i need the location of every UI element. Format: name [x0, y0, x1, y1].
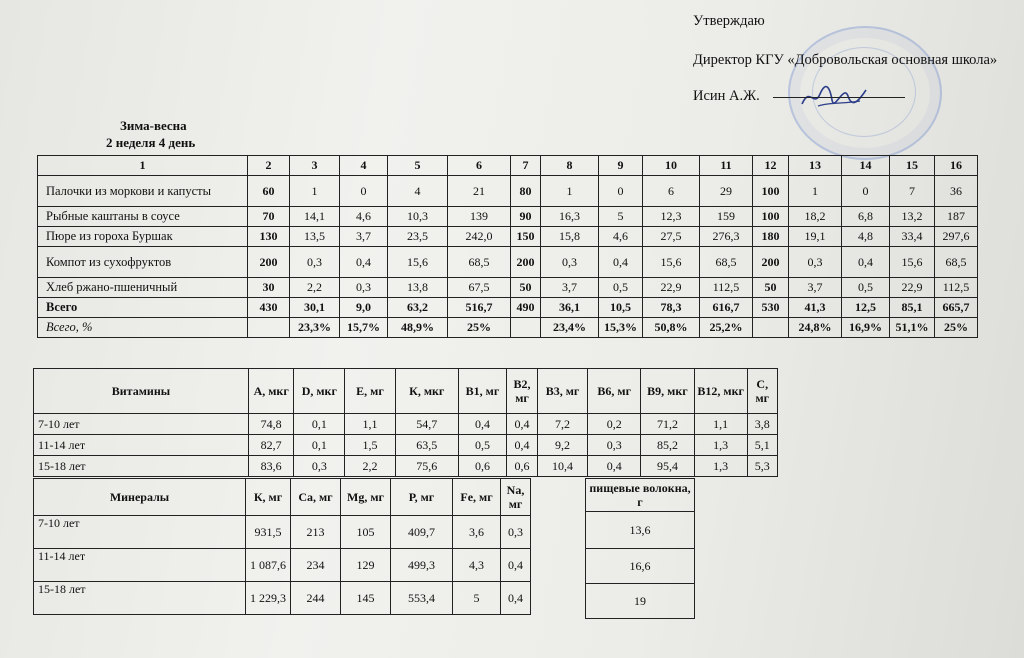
menu-row [38, 176, 978, 207]
vitamin-value-cell: 95,4 [641, 456, 695, 477]
menu-value-cell: 1 [541, 176, 599, 207]
menu-value-cell: 16,3 [541, 207, 599, 227]
age-group-cell: 7-10 лет [34, 516, 246, 549]
mineral-header-cell: К, мг [246, 479, 291, 516]
total-cell: 430 [248, 298, 290, 318]
menu-value-cell: 68,5 [448, 247, 511, 278]
vitamin-value-cell: 75,6 [395, 456, 458, 477]
menu-value-cell: 50 [511, 278, 541, 298]
age-group-cell: 15-18 лет [34, 582, 246, 615]
mineral-header-cell: Fe, мг [453, 479, 501, 516]
vitamin-header-cell: В12, мкг [694, 369, 747, 414]
menu-table [37, 155, 978, 338]
menu-value-cell: 139 [448, 207, 511, 227]
mineral-value-cell: 0,4 [501, 582, 531, 615]
menu-value-cell: 100 [753, 207, 789, 227]
menu-value-cell: 180 [753, 227, 789, 247]
menu-value-cell: 70 [248, 207, 290, 227]
vitamin-header-cell: В9, мкг [641, 369, 695, 414]
vitamin-row [34, 435, 778, 456]
percent-cell: 51,1% [890, 318, 935, 338]
mineral-value-cell: 1 229,3 [246, 582, 291, 615]
mineral-value-cell: 234 [291, 549, 341, 582]
menu-row [38, 227, 978, 247]
menu-value-cell: 13,8 [388, 278, 448, 298]
menu-value-cell: 14,1 [290, 207, 340, 227]
vitamin-value-cell: 3,8 [747, 414, 777, 435]
mineral-header-cell: Р, мг [391, 479, 453, 516]
vitamin-value-cell: 2,2 [345, 456, 396, 477]
vitamin-header-cell: В1, мг [458, 369, 507, 414]
menu-value-cell: 0,4 [842, 247, 890, 278]
signature-line [773, 97, 905, 98]
menu-value-cell: 159 [700, 207, 753, 227]
mineral-row [34, 549, 531, 582]
menu-value-cell: 13,5 [290, 227, 340, 247]
menu-value-cell: 0,3 [340, 278, 388, 298]
menu-value-cell: 0 [842, 176, 890, 207]
percent-cell: 15,7% [340, 318, 388, 338]
vitamins-header-row [34, 369, 778, 414]
menu-value-cell: 50 [753, 278, 789, 298]
mineral-value-cell: 409,7 [391, 516, 453, 549]
dish-name-cell: Хлеб ржано-пшеничный [38, 278, 248, 298]
percent-cell [511, 318, 541, 338]
mineral-header-cell: Na, мг [501, 479, 531, 516]
total-cell: 78,3 [643, 298, 700, 318]
vitamin-value-cell: 0,4 [507, 435, 537, 456]
menu-row [38, 247, 978, 278]
age-group-cell: 7-10 лет [34, 414, 249, 435]
menu-value-cell: 0,3 [290, 247, 340, 278]
vitamin-row [34, 414, 778, 435]
percent-cell: 25% [448, 318, 511, 338]
vitamin-value-cell: 63,5 [395, 435, 458, 456]
mineral-value-cell: 0,4 [501, 549, 531, 582]
vitamin-header-cell: А, мкг [248, 369, 294, 414]
menu-value-cell: 13,2 [890, 207, 935, 227]
menu-header-cell: 12 [753, 156, 789, 176]
total-cell: 9,0 [340, 298, 388, 318]
menu-value-cell: 3,7 [340, 227, 388, 247]
menu-value-cell: 68,5 [935, 247, 978, 278]
dish-name-cell: Пюре из гороха Буршак [38, 227, 248, 247]
menu-value-cell: 297,6 [935, 227, 978, 247]
season-title: Зима-весна [120, 118, 187, 133]
menu-value-cell: 80 [511, 176, 541, 207]
percent-cell: 25% [935, 318, 978, 338]
percent-cell: 25,2% [700, 318, 753, 338]
menu-header-cell: 6 [448, 156, 511, 176]
menu-value-cell: 0,3 [789, 247, 842, 278]
vitamin-value-cell: 0,6 [507, 456, 537, 477]
mineral-value-cell: 5 [453, 582, 501, 615]
menu-header-cell: 16 [935, 156, 978, 176]
menu-value-cell: 187 [935, 207, 978, 227]
dish-name-cell: Рыбные каштаны в соусе [38, 207, 248, 227]
menu-header-cell: 15 [890, 156, 935, 176]
menu-value-cell: 200 [753, 247, 789, 278]
age-group-cell: 11-14 лет [34, 435, 249, 456]
vitamin-value-cell: 0,4 [507, 414, 537, 435]
menu-value-cell: 22,9 [643, 278, 700, 298]
vitamin-value-cell: 5,3 [747, 456, 777, 477]
vitamin-value-cell: 0,4 [458, 414, 507, 435]
menu-value-cell: 0,3 [541, 247, 599, 278]
menu-value-cell: 36 [935, 176, 978, 207]
menu-value-cell: 242,0 [448, 227, 511, 247]
mineral-header-cell: Са, мг [291, 479, 341, 516]
vitamin-header-cell: Витамины [34, 369, 249, 414]
menu-value-cell: 19,1 [789, 227, 842, 247]
vitamin-value-cell: 1,3 [694, 456, 747, 477]
fiber-value-cell: 13,6 [586, 512, 695, 549]
total-cell: 30,1 [290, 298, 340, 318]
mineral-value-cell: 145 [341, 582, 391, 615]
vitamin-header-cell: D, мкг [294, 369, 345, 414]
menu-header-cell: 13 [789, 156, 842, 176]
menu-value-cell: 100 [753, 176, 789, 207]
menu-value-cell: 0 [340, 176, 388, 207]
menu-value-cell: 5 [599, 207, 643, 227]
vitamin-value-cell: 1,5 [345, 435, 396, 456]
vitamin-value-cell: 5,1 [747, 435, 777, 456]
menu-value-cell: 6,8 [842, 207, 890, 227]
menu-header-cell: 3 [290, 156, 340, 176]
menu-value-cell: 60 [248, 176, 290, 207]
mineral-value-cell: 213 [291, 516, 341, 549]
menu-row [38, 278, 978, 298]
dish-name-cell: Палочки из моркови и капусты [38, 176, 248, 207]
menu-value-cell: 2,2 [290, 278, 340, 298]
vitamin-row [34, 456, 778, 477]
approval-signer: Исин А.Ж. [693, 88, 760, 104]
total-cell: 63,2 [388, 298, 448, 318]
menu-value-cell: 90 [511, 207, 541, 227]
vitamin-value-cell: 85,2 [641, 435, 695, 456]
menu-value-cell: 68,5 [700, 247, 753, 278]
approval-director: Директор КГУ «Добровольская основная школа» [693, 52, 998, 68]
fiber-header: пищевые волокна, г [586, 479, 695, 512]
percent-label: Всего, % [38, 318, 248, 338]
dish-name-cell: Компот из сухофруктов [38, 247, 248, 278]
menu-value-cell: 3,7 [789, 278, 842, 298]
menu-value-cell: 0,5 [842, 278, 890, 298]
menu-value-cell: 33,4 [890, 227, 935, 247]
vitamin-value-cell: 0,5 [458, 435, 507, 456]
vitamin-value-cell: 0,1 [294, 414, 345, 435]
menu-header-cell: 11 [700, 156, 753, 176]
menu-value-cell: 112,5 [935, 278, 978, 298]
total-cell: 10,5 [599, 298, 643, 318]
total-cell: 665,7 [935, 298, 978, 318]
menu-header-cell: 4 [340, 156, 388, 176]
total-cell: 36,1 [541, 298, 599, 318]
menu-header-cell: 7 [511, 156, 541, 176]
menu-value-cell: 18,2 [789, 207, 842, 227]
mineral-value-cell: 499,3 [391, 549, 453, 582]
menu-value-cell: 1 [290, 176, 340, 207]
menu-value-cell: 1 [789, 176, 842, 207]
percent-cell [248, 318, 290, 338]
menu-row [38, 207, 978, 227]
menu-value-cell: 15,6 [890, 247, 935, 278]
mineral-header-cell: Минералы [34, 479, 246, 516]
vitamin-value-cell: 0,1 [294, 435, 345, 456]
vitamin-header-cell: С, мг [747, 369, 777, 414]
vitamin-value-cell: 0,3 [294, 456, 345, 477]
vitamin-header-cell: Е, мг [345, 369, 396, 414]
menu-value-cell: 21 [448, 176, 511, 207]
menu-value-cell: 4 [388, 176, 448, 207]
menu-header-cell: 5 [388, 156, 448, 176]
mineral-value-cell: 553,4 [391, 582, 453, 615]
age-group-cell: 11-14 лет [34, 549, 246, 582]
mineral-value-cell: 1 087,6 [246, 549, 291, 582]
vitamin-value-cell: 74,8 [248, 414, 294, 435]
fiber-row [586, 584, 695, 619]
menu-value-cell: 4,6 [599, 227, 643, 247]
vitamin-value-cell: 71,2 [641, 414, 695, 435]
menu-total-row [38, 298, 978, 318]
fiber-value-cell: 16,6 [586, 549, 695, 584]
menu-value-cell: 4,8 [842, 227, 890, 247]
fiber-value-cell: 19 [586, 584, 695, 619]
menu-value-cell: 15,6 [643, 247, 700, 278]
vitamin-value-cell: 83,6 [248, 456, 294, 477]
fiber-row [586, 512, 695, 549]
menu-value-cell: 12,3 [643, 207, 700, 227]
menu-value-cell: 200 [511, 247, 541, 278]
percent-cell [753, 318, 789, 338]
total-cell: 85,1 [890, 298, 935, 318]
percent-cell: 15,3% [599, 318, 643, 338]
vitamin-header-cell: В2, мг [507, 369, 537, 414]
fiber-row [586, 549, 695, 584]
total-cell: 516,7 [448, 298, 511, 318]
mineral-value-cell: 931,5 [246, 516, 291, 549]
menu-value-cell: 6 [643, 176, 700, 207]
vitamin-value-cell: 0,6 [458, 456, 507, 477]
menu-value-cell: 0 [599, 176, 643, 207]
minerals-header-row [34, 479, 531, 516]
menu-header-cell: 10 [643, 156, 700, 176]
menu-value-cell: 27,5 [643, 227, 700, 247]
vitamin-value-cell: 0,4 [588, 456, 641, 477]
menu-value-cell: 23,5 [388, 227, 448, 247]
mineral-value-cell: 4,3 [453, 549, 501, 582]
approval-title: Утверждаю [693, 13, 765, 29]
menu-value-cell: 29 [700, 176, 753, 207]
vitamin-header-cell: К, мкг [395, 369, 458, 414]
menu-value-cell: 0,4 [599, 247, 643, 278]
menu-header-cell: 9 [599, 156, 643, 176]
vitamin-value-cell: 82,7 [248, 435, 294, 456]
vitamins-table [33, 368, 778, 477]
week-day-title: 2 неделя 4 день [106, 135, 196, 150]
menu-value-cell: 15,6 [388, 247, 448, 278]
menu-value-cell: 150 [511, 227, 541, 247]
menu-value-cell: 30 [248, 278, 290, 298]
menu-header-cell: 1 [38, 156, 248, 176]
mineral-value-cell: 129 [341, 549, 391, 582]
mineral-value-cell: 0,3 [501, 516, 531, 549]
fiber-table [585, 478, 695, 619]
vitamin-value-cell: 54,7 [395, 414, 458, 435]
menu-value-cell: 67,5 [448, 278, 511, 298]
menu-value-cell: 4,6 [340, 207, 388, 227]
menu-value-cell: 130 [248, 227, 290, 247]
vitamin-value-cell: 0,2 [588, 414, 641, 435]
menu-header-row [38, 156, 978, 176]
age-group-cell: 15-18 лет [34, 456, 249, 477]
total-cell: 616,7 [700, 298, 753, 318]
menu-header-cell: 8 [541, 156, 599, 176]
menu-value-cell: 276,3 [700, 227, 753, 247]
vitamin-value-cell: 1,3 [694, 435, 747, 456]
percent-cell: 23,4% [541, 318, 599, 338]
total-cell: 490 [511, 298, 541, 318]
menu-percent-row [38, 318, 978, 338]
percent-cell: 24,8% [789, 318, 842, 338]
total-cell: 12,5 [842, 298, 890, 318]
total-cell: 41,3 [789, 298, 842, 318]
menu-value-cell: 3,7 [541, 278, 599, 298]
percent-cell: 50,8% [643, 318, 700, 338]
vitamin-header-cell: В3, мг [537, 369, 588, 414]
mineral-row [34, 516, 531, 549]
vitamin-value-cell: 7,2 [537, 414, 588, 435]
mineral-value-cell: 244 [291, 582, 341, 615]
percent-cell: 16,9% [842, 318, 890, 338]
mineral-value-cell: 105 [341, 516, 391, 549]
vitamin-value-cell: 10,4 [537, 456, 588, 477]
total-cell: 530 [753, 298, 789, 318]
menu-value-cell: 0,4 [340, 247, 388, 278]
vitamin-value-cell: 1,1 [345, 414, 396, 435]
vitamin-header-cell: В6, мг [588, 369, 641, 414]
minerals-table [33, 478, 531, 615]
menu-value-cell: 200 [248, 247, 290, 278]
percent-cell: 23,3% [290, 318, 340, 338]
vitamin-value-cell: 1,1 [694, 414, 747, 435]
menu-value-cell: 0,5 [599, 278, 643, 298]
menu-value-cell: 22,9 [890, 278, 935, 298]
menu-value-cell: 7 [890, 176, 935, 207]
percent-cell: 48,9% [388, 318, 448, 338]
mineral-row [34, 582, 531, 615]
menu-value-cell: 10,3 [388, 207, 448, 227]
menu-value-cell: 15,8 [541, 227, 599, 247]
mineral-value-cell: 3,6 [453, 516, 501, 549]
vitamin-value-cell: 0,3 [588, 435, 641, 456]
menu-value-cell: 112,5 [700, 278, 753, 298]
mineral-header-cell: Mg, мг [341, 479, 391, 516]
vitamin-value-cell: 9,2 [537, 435, 588, 456]
total-label: Всего [38, 298, 248, 318]
menu-header-cell: 14 [842, 156, 890, 176]
menu-header-cell: 2 [248, 156, 290, 176]
